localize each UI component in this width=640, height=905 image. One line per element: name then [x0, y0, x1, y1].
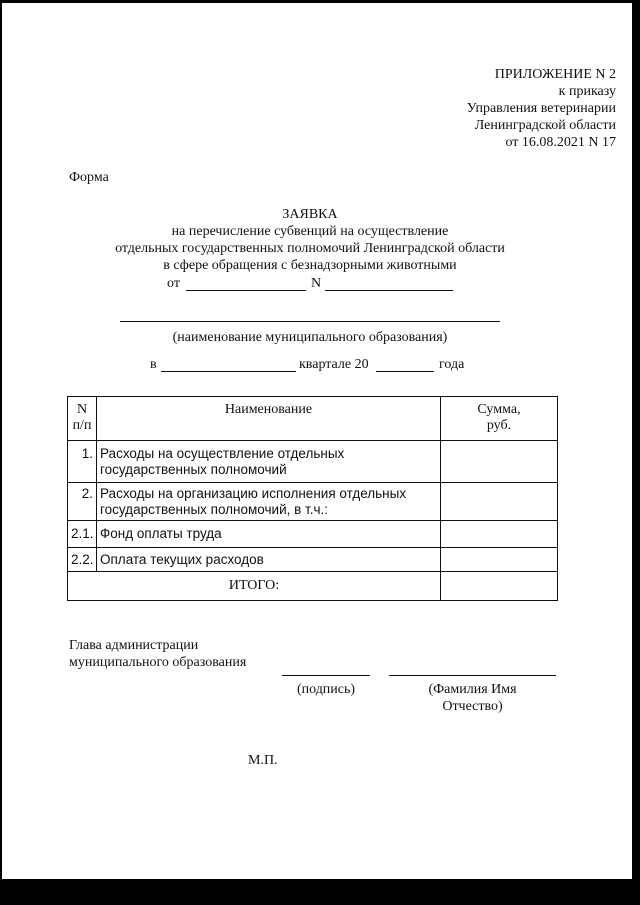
- form-label: Форма: [69, 170, 109, 185]
- header-sum: Сумма, руб.: [441, 397, 558, 441]
- row-name: Фонд оплаты труда: [97, 521, 441, 548]
- row-sum[interactable]: [441, 521, 558, 548]
- row-sum[interactable]: [441, 441, 558, 483]
- row-name: Оплата текущих расходов: [97, 548, 441, 572]
- signature-role-line-2: муниципального образования: [69, 655, 247, 670]
- signature-blank: [282, 675, 370, 676]
- title-line-2: отдельных государственных полномочий Ленинградской области: [115, 241, 505, 256]
- stamp-place: М.П.: [248, 753, 278, 768]
- quarter-label: квартале 20: [299, 357, 369, 372]
- subvention-table: [67, 396, 558, 601]
- scan-border-right: [632, 0, 640, 905]
- fullname-caption-line-1: (Фамилия Имя: [428, 682, 517, 697]
- row-sum[interactable]: [441, 483, 558, 521]
- header-num: N п/п: [68, 397, 97, 441]
- row-number: 1.: [68, 441, 97, 483]
- appendix-order: к приказу: [558, 84, 616, 99]
- signature-role-line-1: Глава администрации: [69, 638, 199, 653]
- table-header-row: [68, 397, 558, 441]
- municipality-blank: [120, 321, 500, 322]
- scan-border-bottom: [0, 879, 640, 905]
- municipality-caption: (наименование муниципального образования): [172, 330, 448, 345]
- row-sum[interactable]: [441, 548, 558, 572]
- date-prefix: от: [167, 276, 180, 291]
- quarter-blank: [161, 371, 296, 372]
- appendix-title: ПРИЛОЖЕНИЕ N 2: [494, 67, 616, 82]
- number-prefix: N: [311, 276, 322, 291]
- table-total-row: [68, 572, 558, 601]
- scan-border-left: [0, 0, 2, 905]
- row-number: 2.2.: [68, 548, 97, 572]
- total-value[interactable]: [441, 572, 558, 601]
- row-number: 2.: [68, 483, 97, 521]
- title-line-3: в сфере обращения с безнадзорными животными: [163, 258, 457, 273]
- number-blank: [325, 290, 453, 291]
- table-row: [68, 521, 558, 548]
- table-row: [68, 548, 558, 572]
- scan-border-top: [0, 0, 640, 3]
- period-suffix: года: [439, 357, 465, 372]
- appendix-region: Ленинградской области: [474, 118, 616, 133]
- year-blank: [376, 371, 434, 372]
- row-number: 2.1.: [68, 521, 97, 548]
- table-row: [68, 441, 558, 483]
- fullname-blank: [389, 675, 556, 676]
- fullname-caption-line-2: Отчество): [442, 699, 503, 714]
- title-main: ЗАЯВКА: [282, 207, 338, 222]
- table-row: [68, 483, 558, 521]
- row-name: Расходы на осуществление отдельных государственных полномочий: [97, 441, 441, 483]
- appendix-authority: Управления ветеринарии: [466, 101, 616, 116]
- header-name: Наименование: [97, 397, 441, 441]
- title-line-1: на перечисление субвенций на осуществление: [171, 224, 449, 239]
- row-name: Расходы на организацию исполнения отдельных государственных полномочий, в т.ч.:: [97, 483, 441, 521]
- date-blank: [186, 290, 306, 291]
- period-prefix: в: [150, 357, 157, 372]
- appendix-date: от 16.08.2021 N 17: [505, 135, 616, 150]
- signature-caption: (подпись): [296, 682, 356, 697]
- total-label: ИТОГО:: [68, 572, 441, 601]
